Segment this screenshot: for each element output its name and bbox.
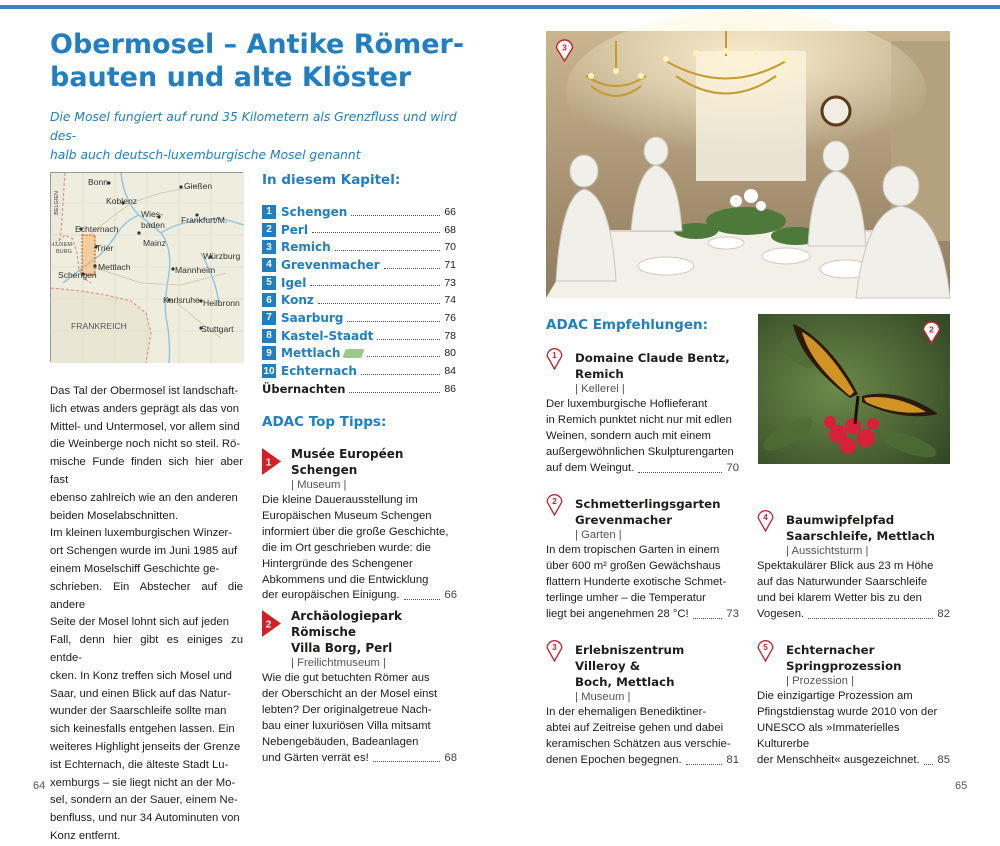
top-tip-description bbox=[262, 493, 457, 604]
region-map bbox=[50, 172, 243, 362]
map-sheet-icon bbox=[343, 349, 365, 358]
top-tip-description bbox=[262, 671, 457, 766]
recommendation-title: Springprozession bbox=[786, 659, 902, 673]
leader-dots bbox=[693, 618, 723, 619]
recommendation-4 bbox=[757, 512, 950, 623]
toc-entry-perl[interactable] bbox=[262, 221, 456, 239]
intro-line: lich etwas anders geprägt als das von bbox=[50, 402, 240, 415]
toc-page-number: 66 bbox=[444, 205, 456, 218]
toc-entry-label: Igel bbox=[281, 275, 307, 290]
recommendation-title: Boch, Mettlach bbox=[575, 675, 675, 689]
page-number-left: 64 bbox=[33, 780, 46, 792]
text-line: keramischen Schätzen aus verschie- bbox=[546, 737, 731, 750]
page-title bbox=[50, 28, 470, 94]
intro-line: die Weinberge noch nicht so steil. Rö- bbox=[50, 438, 241, 451]
text-line: abtei auf Zeitreise gehen und dabei bbox=[546, 721, 724, 734]
intro-line: beiden Moselabschnitten. bbox=[50, 509, 179, 522]
top-tip-title: Villa Borg, Perl bbox=[291, 641, 393, 655]
subtitle-line-1: Die Mosel fungiert auf rund 35 Kilometern als Grenzfluss und wird des- bbox=[50, 110, 457, 143]
top-accent-rule bbox=[0, 5, 1000, 9]
intro-line: benfluss, und nur 34 Autominuten von bbox=[50, 812, 240, 825]
intro-line: sel, sondern an der Sauer, einem Ne- bbox=[50, 794, 238, 807]
recommendation-category: | Aussichtsturm | bbox=[786, 545, 869, 557]
toc-leader-dots bbox=[349, 392, 440, 393]
toc-number-badge: 9 bbox=[262, 346, 276, 360]
text-line: denen Epochen begegnen. bbox=[546, 753, 682, 766]
page-reference: 66 bbox=[444, 589, 457, 602]
recommendation-1 bbox=[546, 350, 739, 477]
text-line: Hintergründe des Schengener bbox=[262, 557, 413, 570]
text-line: Vogesen. bbox=[757, 607, 805, 620]
map-city-wiesbaden-1: Wies- bbox=[141, 209, 163, 219]
recommendation-title: Echternacher bbox=[786, 643, 875, 657]
top-tip-1 bbox=[262, 446, 457, 604]
intro-line: einem Moselschiff Geschichte ge- bbox=[50, 562, 220, 575]
text-line: flattern Hunderte exotische Schmet- bbox=[546, 575, 727, 588]
pin-number: 2 bbox=[552, 497, 557, 507]
recommendation-title: Remich bbox=[575, 367, 624, 381]
leader-dots bbox=[808, 618, 933, 619]
photo-marker-number: 3 bbox=[562, 42, 567, 53]
intro-line: cken. In Konz treffen sich Mosel und bbox=[50, 669, 232, 682]
top-tip-category: | Freilichtmuseum | bbox=[291, 657, 387, 669]
text-line: der Menschheit« ausgezeichnet. bbox=[757, 753, 920, 766]
title-line-2: bauten und alte Klöster bbox=[50, 62, 412, 93]
leader-dots bbox=[924, 764, 934, 765]
toc-leader-dots bbox=[347, 321, 440, 322]
location-pin-icon bbox=[757, 508, 774, 532]
text-line: In dem tropischen Garten in einem bbox=[546, 544, 720, 556]
toc-page-number: 73 bbox=[444, 276, 456, 289]
map-city-stuttgart: Stuttgart bbox=[201, 324, 234, 334]
toc-page-number: 74 bbox=[444, 294, 456, 307]
top-tip-flag-icon bbox=[262, 448, 281, 475]
map-city-schengen: Schengen bbox=[58, 270, 97, 280]
toc-entry-label: Perl bbox=[281, 222, 308, 237]
toc-number-badge: 5 bbox=[262, 276, 276, 290]
text-line: Europäischen Museum Schengen bbox=[262, 509, 432, 522]
recommendation-description bbox=[757, 689, 950, 769]
map-city-wiesbaden-2: baden bbox=[141, 220, 165, 230]
top-tip-number: 2 bbox=[265, 619, 272, 631]
intro-line: Mittel- und Untermosel, vor allem sind bbox=[50, 420, 240, 433]
intro-line: Seite der Mosel lohnt sich auf jeden bbox=[50, 616, 229, 629]
leader-dots bbox=[686, 764, 723, 765]
map-city-trier: Trier bbox=[96, 243, 114, 253]
toc-entry-label: Schengen bbox=[281, 204, 348, 219]
page-reference: 68 bbox=[444, 751, 457, 764]
recommendation-description bbox=[546, 543, 739, 623]
intro-line: weiteres Highlight jenseits der Grenze bbox=[50, 740, 241, 753]
recommendation-title: Grevenmacher bbox=[575, 513, 673, 527]
text-line: Spektakulärer Blick aus 23 m Höhe bbox=[757, 560, 934, 572]
top-tip-title: Musée Européen Schengen bbox=[291, 447, 404, 477]
map-city-wuerzburg: Würzburg bbox=[203, 251, 241, 261]
toc-entry-konz[interactable] bbox=[262, 291, 456, 309]
toc-entry-grevenmacher[interactable] bbox=[262, 256, 456, 274]
toc-leader-dots bbox=[310, 285, 440, 286]
top-tips-heading: ADAC Top Tipps: bbox=[262, 414, 387, 430]
intro-line: wunder der Saarschleife sollte man bbox=[50, 705, 227, 718]
toc-number-badge: 10 bbox=[263, 365, 275, 377]
text-line: lebten? Der originalgetreue Nach- bbox=[262, 703, 432, 716]
toc-page-number: 70 bbox=[444, 241, 456, 254]
map-country-frankreich: FRANKREICH bbox=[71, 321, 127, 331]
toc-number-badge: 7 bbox=[262, 311, 276, 325]
page-number-right: 65 bbox=[955, 780, 968, 792]
text-line: die im Ort geschrieben wurde: die bbox=[262, 541, 431, 554]
chapter-toc bbox=[262, 203, 456, 398]
text-line: Wie die gut betuchten Römer aus bbox=[262, 672, 430, 684]
recommendation-category: | Prozession | bbox=[786, 675, 855, 687]
toc-entry-label: Konz bbox=[281, 293, 314, 308]
recommendation-title: Baumwipfelpfad bbox=[786, 513, 895, 527]
map-city-echternach: Echternach bbox=[75, 224, 119, 234]
toc-leader-dots bbox=[361, 374, 440, 375]
toc-entry-mettlach[interactable] bbox=[262, 345, 456, 363]
toc-leader-dots bbox=[335, 250, 441, 251]
toc-number-badge: 1 bbox=[262, 205, 276, 219]
toc-page-number: 71 bbox=[444, 258, 456, 271]
pin-number: 5 bbox=[763, 643, 768, 653]
recommendations-heading: ADAC Empfehlungen: bbox=[546, 317, 708, 333]
page-reference: 82 bbox=[937, 607, 950, 620]
intro-line: Fall, denn hier gibt es einiges zu entde- bbox=[50, 634, 243, 664]
toc-entry-label: Echternach bbox=[281, 364, 357, 379]
text-line: terlinge umher – die Temperatur bbox=[546, 591, 706, 604]
intro-text bbox=[50, 383, 243, 846]
recommendation-5 bbox=[757, 642, 950, 769]
toc-entry-label: Remich bbox=[281, 240, 331, 255]
text-line: Abkommens und die Entwicklung bbox=[262, 573, 429, 586]
text-line: und Gärten verrät es! bbox=[262, 751, 369, 764]
leader-dots bbox=[373, 761, 441, 762]
toc-entry-kastel-staadt[interactable] bbox=[262, 327, 456, 345]
toc-number-badge: 8 bbox=[262, 329, 276, 343]
map-city-karlsruhe: Karlsruhe bbox=[163, 295, 200, 305]
intro-line: sich keinesfalls entgehen lassen. Ein bbox=[50, 723, 235, 736]
subtitle-line-2: halb auch deutsch-luxemburgische Mosel genannt bbox=[50, 148, 361, 162]
text-line: und bei klarem Wetter bis zu den bbox=[757, 591, 922, 604]
text-line: bau einer luxuriösen Villa mitsamt bbox=[262, 719, 431, 732]
map-city-heilbronn: Heilbronn bbox=[203, 298, 240, 308]
text-line: Die kleine Dauerausstellung im bbox=[262, 494, 418, 506]
text-line: der Oberschicht an der Mosel einst bbox=[262, 687, 438, 700]
intro-line: ort Schengen wurde im Juni 1985 auf bbox=[50, 545, 238, 558]
page-reference: 85 bbox=[937, 753, 950, 766]
photo-marker-pin-icon bbox=[555, 38, 574, 62]
text-line: über 600 m² großen Gewächshaus bbox=[546, 559, 721, 572]
map-city-bonn: Bonn bbox=[88, 177, 109, 187]
text-line: UNESCO als »Immaterielles Kulturerbe bbox=[757, 721, 900, 750]
map-city-mannheim: Mannheim bbox=[175, 265, 216, 275]
toc-number-badge: 6 bbox=[262, 293, 276, 307]
page-reference: 73 bbox=[726, 607, 739, 620]
text-line: auf das Naturwunder Saarschleife bbox=[757, 575, 928, 588]
toc-page-number: 84 bbox=[444, 365, 456, 378]
pin-number: 3 bbox=[552, 643, 557, 653]
toc-number-badge: 2 bbox=[262, 223, 276, 237]
top-tip-number: 1 bbox=[265, 457, 272, 469]
intro-line: Das Tal der Obermosel ist landschaft- bbox=[50, 385, 239, 397]
intro-line: mische Funde finden sich hier aber fast bbox=[50, 456, 243, 486]
text-line: Nebengebäuden, Badeanlagen bbox=[262, 735, 419, 748]
page-reference: 70 bbox=[726, 461, 739, 474]
toc-page-number: 68 bbox=[444, 223, 456, 236]
toc-number-badge: 4 bbox=[262, 258, 276, 272]
recommendation-2 bbox=[546, 496, 739, 623]
location-pin-icon bbox=[546, 346, 563, 370]
toc-number-badge: 3 bbox=[262, 240, 276, 254]
text-line: in Remich punktet nicht nur mit edlen bbox=[546, 413, 732, 426]
title-line-1: Obermosel – Antike Römer- bbox=[50, 29, 465, 60]
text-line: liegt bei angenehmen 28 °C! bbox=[546, 607, 689, 620]
intro-line: Im kleinen luxemburgischen Winzer- bbox=[50, 527, 233, 540]
recommendation-description bbox=[546, 397, 739, 477]
text-line: Die einzigartige Prozession am bbox=[757, 690, 913, 702]
toc-entry-remich[interactable] bbox=[262, 238, 456, 256]
toc-entry-label: Grevenmacher bbox=[281, 257, 380, 272]
page-reference: 81 bbox=[726, 753, 739, 766]
intro-line: Konz entfernt. bbox=[50, 829, 121, 842]
text-line: auf dem Weingut. bbox=[546, 461, 635, 474]
toc-entry-saarburg[interactable] bbox=[262, 309, 456, 327]
top-tip-category: | Museum | bbox=[291, 479, 347, 491]
toc-page-number: 86 bbox=[444, 382, 456, 395]
text-line: der europäischen Einigung. bbox=[262, 589, 400, 602]
map-city-mainz: Mainz bbox=[143, 238, 166, 248]
toc-leader-dots bbox=[312, 232, 440, 233]
recommendation-3 bbox=[546, 642, 739, 769]
text-line: informiert über die große Geschichte, bbox=[262, 525, 449, 538]
toc-entry-label: Kastel-Staadt bbox=[281, 328, 374, 343]
text-line: In der ehemaligen Benediktiner- bbox=[546, 706, 707, 718]
photo-marker-number: 2 bbox=[929, 324, 934, 335]
top-tip-title: Archäologiepark Römische bbox=[291, 609, 402, 639]
top-tip-2 bbox=[262, 608, 457, 766]
toc-leader-dots bbox=[367, 356, 440, 357]
leader-dots bbox=[638, 472, 722, 473]
recommendation-description bbox=[757, 559, 950, 623]
toc-leader-dots bbox=[384, 268, 441, 269]
toc-entry-echternach[interactable] bbox=[262, 362, 456, 380]
toc-leader-dots bbox=[318, 303, 440, 304]
intro-line: schrieben. Ein Abstecher auf die andere bbox=[50, 580, 243, 611]
toc-page-number: 80 bbox=[444, 347, 456, 360]
map-country-luxemburg-2: BURG bbox=[56, 249, 72, 255]
intro-line: ebenso zahlreich wie an den anderen bbox=[50, 491, 238, 504]
map-city-giessen: Gießen bbox=[184, 181, 213, 191]
recommendation-title: Domaine Claude Bentz, bbox=[575, 351, 730, 365]
map-country-belgien: BELGIEN bbox=[54, 191, 60, 215]
toc-leader-dots bbox=[377, 339, 440, 340]
recommendation-category: | Kellerei | bbox=[575, 383, 625, 395]
toc-entry-label: Übernachten bbox=[262, 381, 346, 396]
photo-banquet-hall bbox=[546, 31, 950, 298]
leader-dots bbox=[404, 599, 441, 600]
intro-line: Saar, und einen Blick auf das Natur- bbox=[50, 687, 231, 700]
location-pin-icon bbox=[546, 492, 563, 516]
toc-page-number: 76 bbox=[444, 311, 456, 324]
toc-entry-uebernachten[interactable] bbox=[262, 380, 456, 398]
toc-entry-label: Mettlach bbox=[281, 346, 341, 361]
subtitle bbox=[50, 108, 460, 165]
toc-leader-dots bbox=[351, 215, 440, 216]
recommendation-title: Erlebniszentrum Villeroy & bbox=[575, 643, 685, 673]
recommendation-title: Saarschleife, Mettlach bbox=[786, 529, 935, 543]
map-city-frankfurt: Frankfurt/M. bbox=[181, 215, 228, 225]
recommendation-title: Schmetterlingsgarten bbox=[575, 497, 721, 511]
toc-entry-schengen[interactable] bbox=[262, 203, 456, 221]
top-tip-flag-icon bbox=[262, 610, 281, 637]
toc-entry-igel[interactable] bbox=[262, 274, 456, 292]
intro-line: ist Echternach, die älteste Stadt Lu- bbox=[50, 758, 229, 771]
text-line: außergewöhnlichen Skulpturengarten bbox=[546, 445, 734, 458]
map-country-luxemburg-1: LUXEM- bbox=[53, 242, 74, 248]
location-pin-icon bbox=[546, 638, 563, 662]
intro-line: xemburgs – sie liegt nicht an der Mo- bbox=[50, 776, 236, 789]
location-pin-icon bbox=[757, 638, 774, 662]
banquet-hall-image bbox=[546, 31, 950, 298]
text-line: Pfingstdienstag wurde 2010 von der bbox=[757, 705, 938, 718]
recommendation-description bbox=[546, 705, 739, 769]
pin-number: 4 bbox=[763, 513, 768, 523]
toc-entry-label: Saarburg bbox=[281, 310, 344, 325]
recommendation-category: | Museum | bbox=[575, 691, 631, 703]
photo-marker-pin-icon bbox=[922, 320, 941, 344]
text-line: Weinen, sondern auch mit einem bbox=[546, 429, 711, 442]
map-city-koblenz: Koblenz bbox=[106, 196, 138, 206]
text-line: Der luxemburgische Hoflieferant bbox=[546, 398, 708, 410]
pin-number: 1 bbox=[552, 351, 557, 361]
toc-heading: In diesem Kapitel: bbox=[262, 172, 401, 188]
map-city-mettlach: Mettlach bbox=[98, 262, 131, 272]
toc-page-number: 78 bbox=[444, 329, 456, 342]
recommendation-category: | Garten | bbox=[575, 529, 622, 541]
